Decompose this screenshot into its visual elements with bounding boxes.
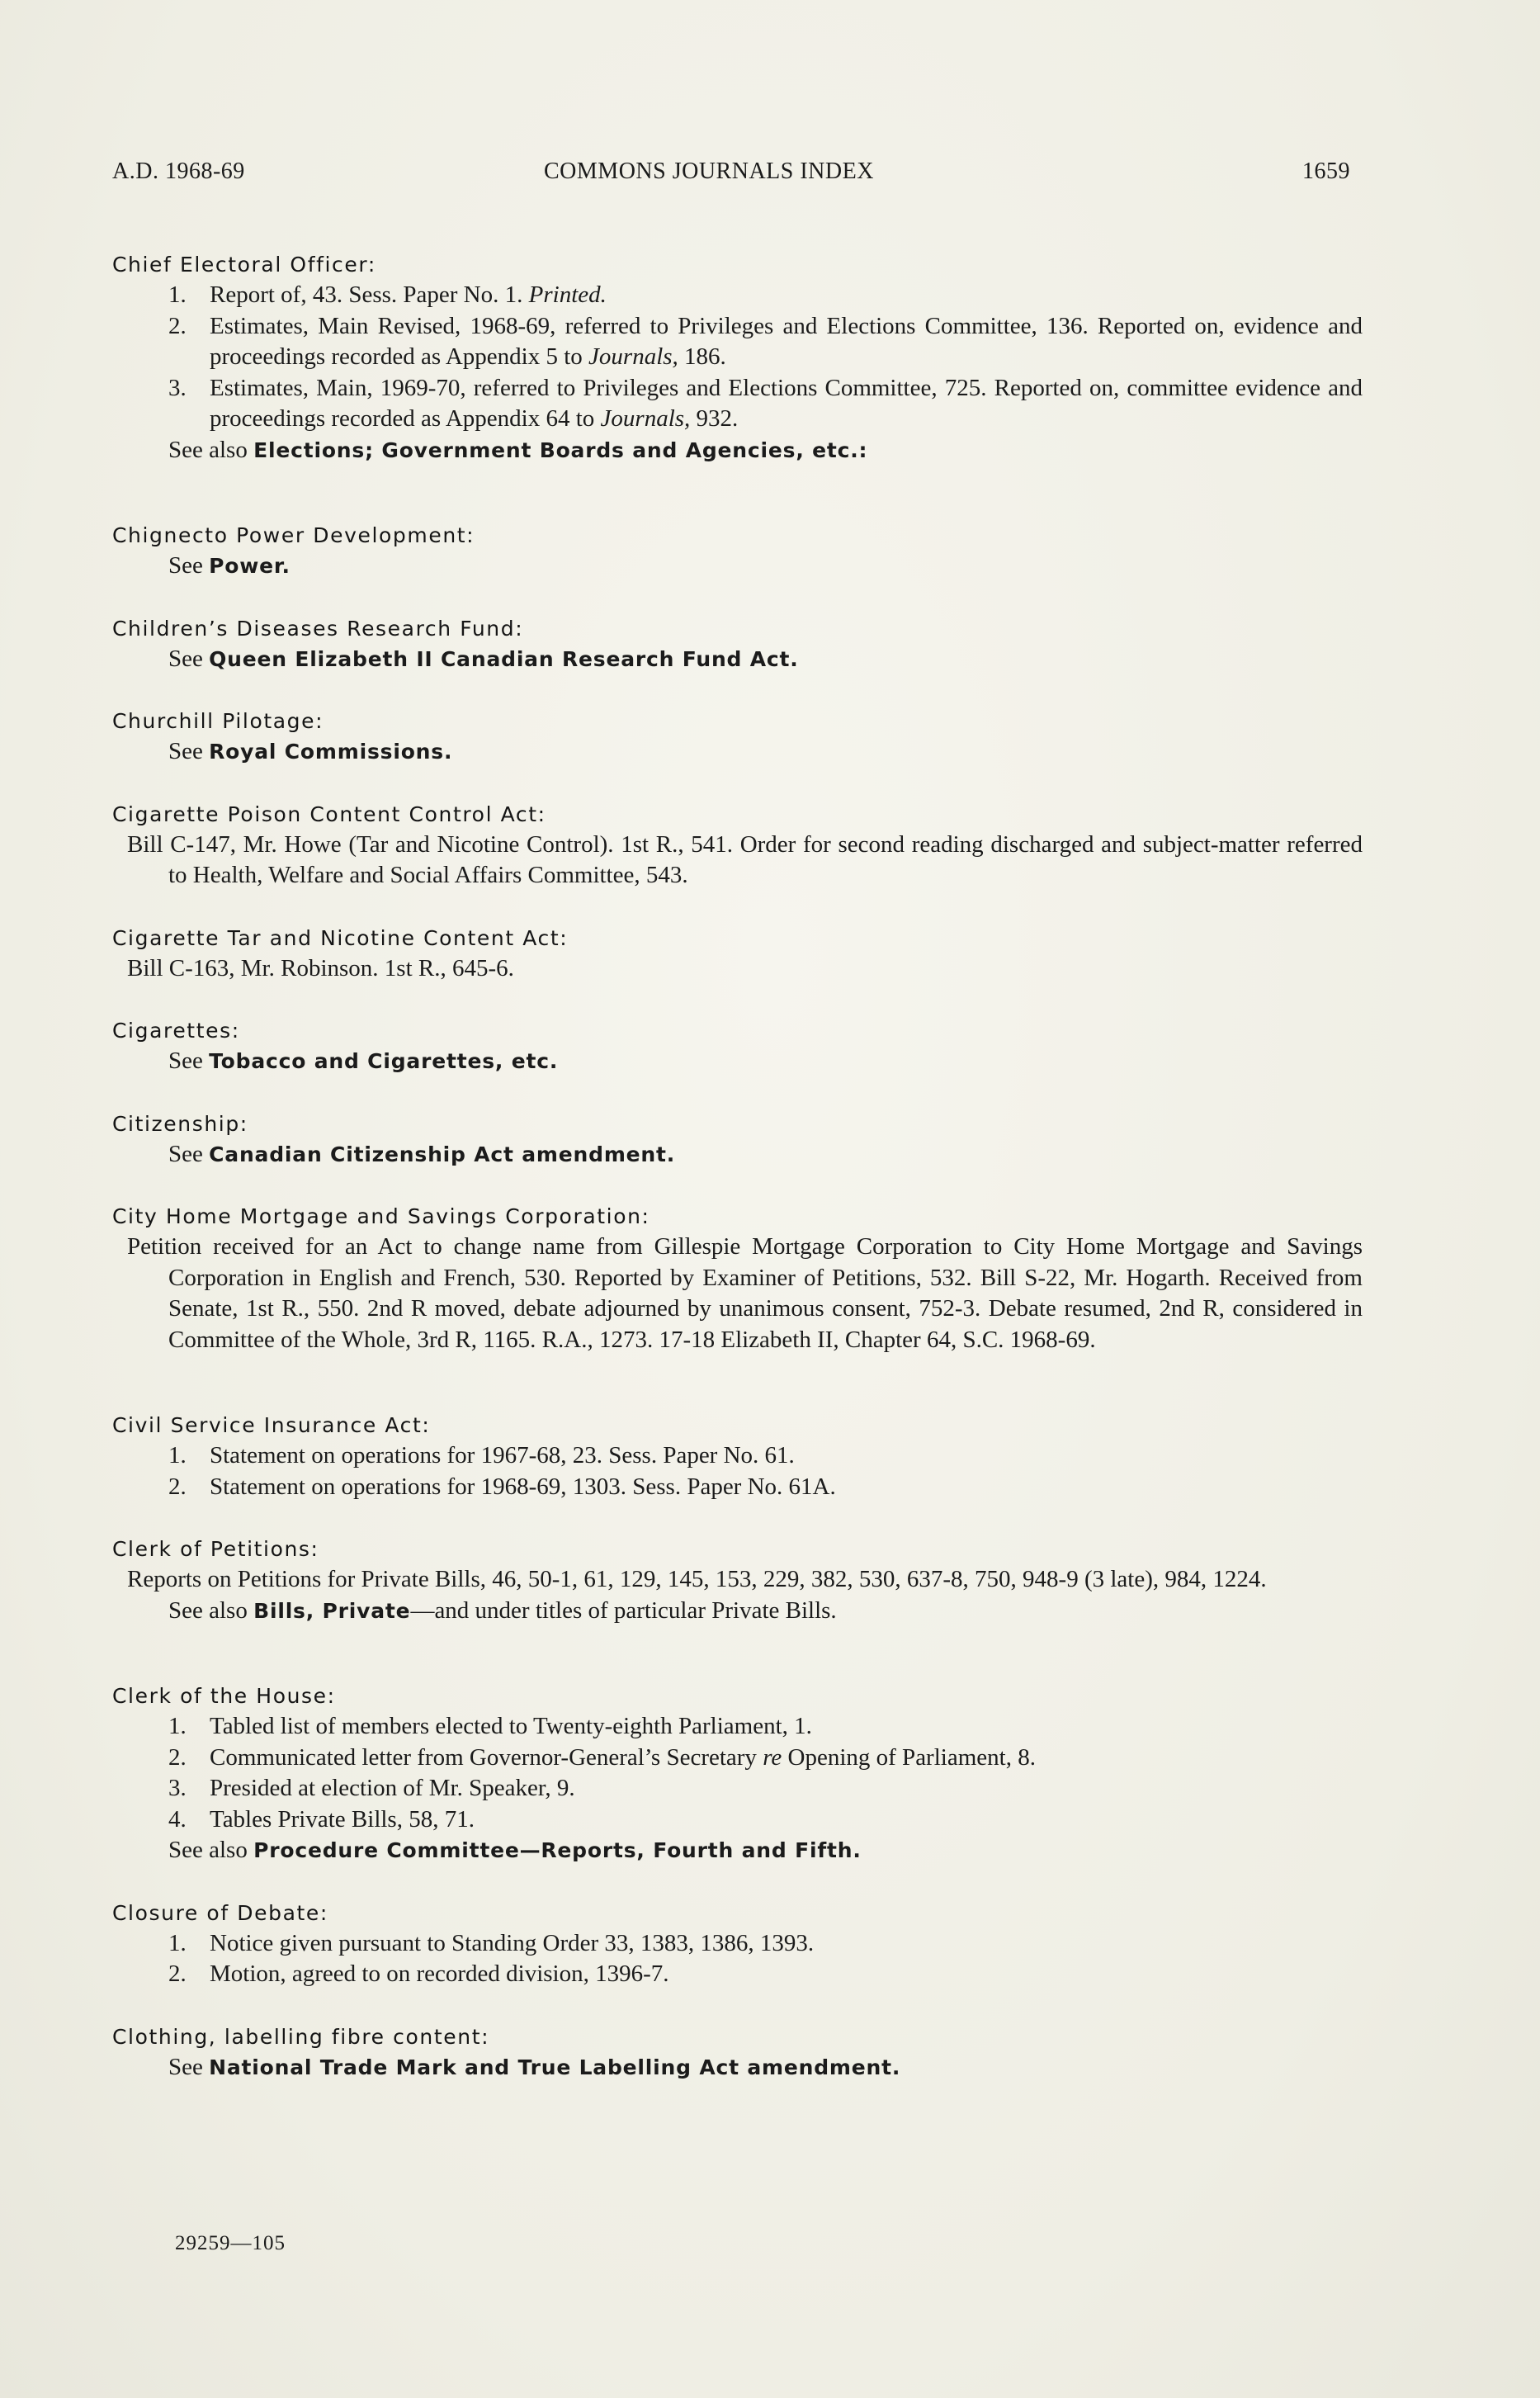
entry-heading: Closure of Debate:: [112, 1900, 328, 1925]
entry-heading: City Home Mortgage and Savings Corporation:: [112, 1204, 650, 1228]
entry-heading: Clerk of the House:: [112, 1684, 336, 1708]
cross-reference: Procedure Committee—Reports, Fourth and Fifth.: [253, 1838, 862, 1862]
entry-chief-electoral-officer: [112, 249, 1363, 466]
see-also-line: [112, 1835, 1363, 1866]
entry-civil-service-insurance-act: [112, 1410, 1363, 1502]
item-number: 2.: [168, 1743, 187, 1771]
item-number: 2.: [168, 1960, 187, 1987]
see-line: [112, 1046, 1363, 1077]
see-prefix: See also: [168, 436, 254, 463]
item-text-italic: Journals,: [600, 405, 691, 432]
item-number: 1.: [168, 1442, 187, 1469]
page-header: [112, 158, 1350, 195]
entry-item: [112, 1773, 1363, 1804]
entry-item: [112, 373, 1363, 435]
journal-title: COMMONS JOURNALS INDEX: [544, 158, 874, 184]
item-number: 1.: [168, 1929, 187, 1956]
index-content: [112, 249, 1363, 2083]
item-text: Notice given pursuant to Standing Order 33, 1383, 1386, 1393.: [210, 1929, 815, 1956]
item-text: Tabled list of members elected to Twenty-eighth Parliament, 1.: [210, 1713, 812, 1739]
item-text: Communicated letter from Governor-General’s Secretary: [210, 1743, 763, 1771]
entry-clerk-of-petitions: [112, 1534, 1363, 1626]
item-text: Motion, agreed to on recorded division, 1396-7.: [210, 1960, 669, 1987]
see-prefix: See: [168, 1140, 210, 1167]
entry-text: Reports on Petitions for Private Bills, 46, 50-1, 61, 129, 145, 153, 229, 382, 530, 637-8, 750, 948-9 (3 late), 984, 1224.: [127, 1566, 1267, 1592]
entry-heading: Chief Electoral Officer:: [112, 253, 376, 277]
entry-city-home-mortgage: [112, 1201, 1363, 1355]
item-text: Statement on operations for 1968-69, 1303. Sess. Paper No. 61A.: [210, 1473, 836, 1500]
entry-heading: Clerk of Petitions:: [112, 1537, 319, 1561]
see-line: [112, 644, 1363, 675]
cross-reference: National Trade Mark and True Labelling Act amendment.: [209, 2055, 901, 2079]
entry-item: [112, 1743, 1363, 1774]
see-line: [112, 736, 1363, 768]
item-text: Presided at election of Mr. Speaker, 9.: [210, 1775, 575, 1801]
entry-heading: Cigarettes:: [112, 1019, 240, 1043]
entry-heading: Chignecto Power Development:: [112, 523, 475, 547]
page-number: 1659: [1302, 158, 1350, 184]
session-label: A.D. 1968-69: [112, 158, 245, 184]
entry-closure-of-debate: [112, 1898, 1363, 1990]
entry-citizenship: [112, 1109, 1363, 1171]
cross-reference: Tobacco and Cigarettes, etc.: [209, 1049, 559, 1073]
see-prefix: See: [168, 1048, 210, 1074]
item-number: 2.: [168, 312, 187, 339]
item-text: Estimates, Main, 1969-70, referred to Privileges and Elections Committee, 725. Reported on, committee evidence and proceedings recorded as Appendix 64 to: [210, 374, 1363, 432]
entry-chignecto-power-development: [112, 520, 1363, 582]
see-prefix: See also: [168, 1596, 254, 1624]
item-text: Tables Private Bills, 58, 71.: [210, 1805, 475, 1833]
entry-item: [112, 280, 1363, 311]
cross-reference: Royal Commissions.: [209, 740, 453, 764]
entry-heading: Cigarette Tar and Nicotine Content Act:: [112, 925, 569, 950]
entry-item: [112, 1440, 1363, 1472]
item-number: 1.: [168, 1713, 187, 1739]
see-line: [112, 2052, 1363, 2083]
item-number: 3.: [168, 374, 187, 401]
entry-heading: Children’s Diseases Research Fund:: [112, 616, 524, 641]
printer-code: 29259—105: [175, 2232, 286, 2254]
cross-reference: Queen Elizabeth II Canadian Research Fund Act.: [209, 646, 799, 671]
item-number: 2.: [168, 1473, 187, 1500]
see-suffix: —and under titles of particular Private Bills.: [410, 1596, 837, 1624]
see-prefix: See: [168, 645, 210, 672]
see-line: [112, 1139, 1363, 1171]
see-line: [112, 551, 1363, 582]
entry-item: [112, 1804, 1363, 1836]
see-also-line: [112, 1596, 1363, 1627]
item-text-italic: Printed.: [528, 281, 607, 308]
item-number: 1.: [168, 281, 187, 308]
item-text-italic: Journals,: [588, 343, 678, 370]
entry-heading: Citizenship:: [112, 1111, 248, 1136]
item-text-end: 932.: [690, 405, 739, 432]
item-text-italic: re: [763, 1743, 782, 1771]
entry-heading: Civil Service Insurance Act:: [112, 1413, 431, 1437]
see-prefix: See: [168, 552, 210, 579]
entry-cigarette-poison-content-control-act: [112, 799, 1363, 892]
entry-clerk-of-the-house: [112, 1681, 1363, 1866]
entry-text: Bill C-163, Mr. Robinson. 1st R., 645-6.: [127, 954, 514, 981]
entry-item: [112, 1959, 1363, 1990]
cross-reference: Elections; Government Boards and Agencies, etc.:: [253, 438, 868, 462]
entry-heading: Churchill Pilotage:: [112, 709, 324, 733]
entry-cigarette-tar-and-nicotine-content-act: [112, 923, 1363, 985]
entry-item: [112, 311, 1363, 373]
cross-reference: Canadian Citizenship Act amendment.: [209, 1142, 676, 1166]
cross-reference: Power.: [209, 554, 291, 578]
entry-text: Petition received for an Act to change name from Gillespie Mortgage Corporation to City Home Mortgage and Savings Corporation in English and French, 530. Reported by Examiner of Petitions, 532. Bill S-22, Mr. Hogarth. Received from Senate, 1st R., 550. 2nd R moved, debate adjourned by unanimous consent, 752-3. Debate resumed, 2nd R, considered in Committee of the Whole, 3rd R, 1165. R.A., 1273. 17-18 Elizabeth II, Chapter 64, S.C. 1968-69.: [127, 1233, 1363, 1353]
entry-item: [112, 1711, 1363, 1743]
entry-item: [112, 1928, 1363, 1960]
see-prefix: See: [168, 2053, 210, 2080]
cross-reference: Bills, Private: [253, 1598, 411, 1623]
entry-text: Bill C-147, Mr. Howe (Tar and Nicotine Control). 1st R., 541. Order for second reading discharged and subject-matter referred to Health, Welfare and Social Affairs Committee, 543.: [127, 830, 1363, 888]
item-text: Report of, 43. Sess. Paper No. 1.: [210, 281, 529, 308]
see-also-line: [112, 435, 1363, 466]
item-text-end: Opening of Parliament, 8.: [782, 1743, 1036, 1771]
item-text: Estimates, Main Revised, 1968-69, referred to Privileges and Elections Committee, 136. Reported on, evidence and proceedings recorded as Appendix 5 to: [210, 312, 1363, 370]
see-prefix: See also: [168, 1837, 254, 1863]
item-number: 3.: [168, 1775, 187, 1801]
entry-childrens-diseases-research-fund: [112, 613, 1363, 675]
entry-cigarettes: [112, 1015, 1363, 1077]
item-text-end: 186.: [678, 343, 726, 370]
entry-item: [112, 1472, 1363, 1503]
entry-clothing-labelling-fibre-content: [112, 2022, 1363, 2083]
see-prefix: See: [168, 738, 210, 764]
entry-churchill-pilotage: [112, 706, 1363, 768]
entry-heading: Cigarette Poison Content Control Act:: [112, 802, 546, 826]
entry-heading: Clothing, labelling fibre content:: [112, 2024, 490, 2049]
item-text: Statement on operations for 1967-68, 23. Sess. Paper No. 61.: [210, 1442, 795, 1469]
item-number: 4.: [168, 1805, 187, 1833]
